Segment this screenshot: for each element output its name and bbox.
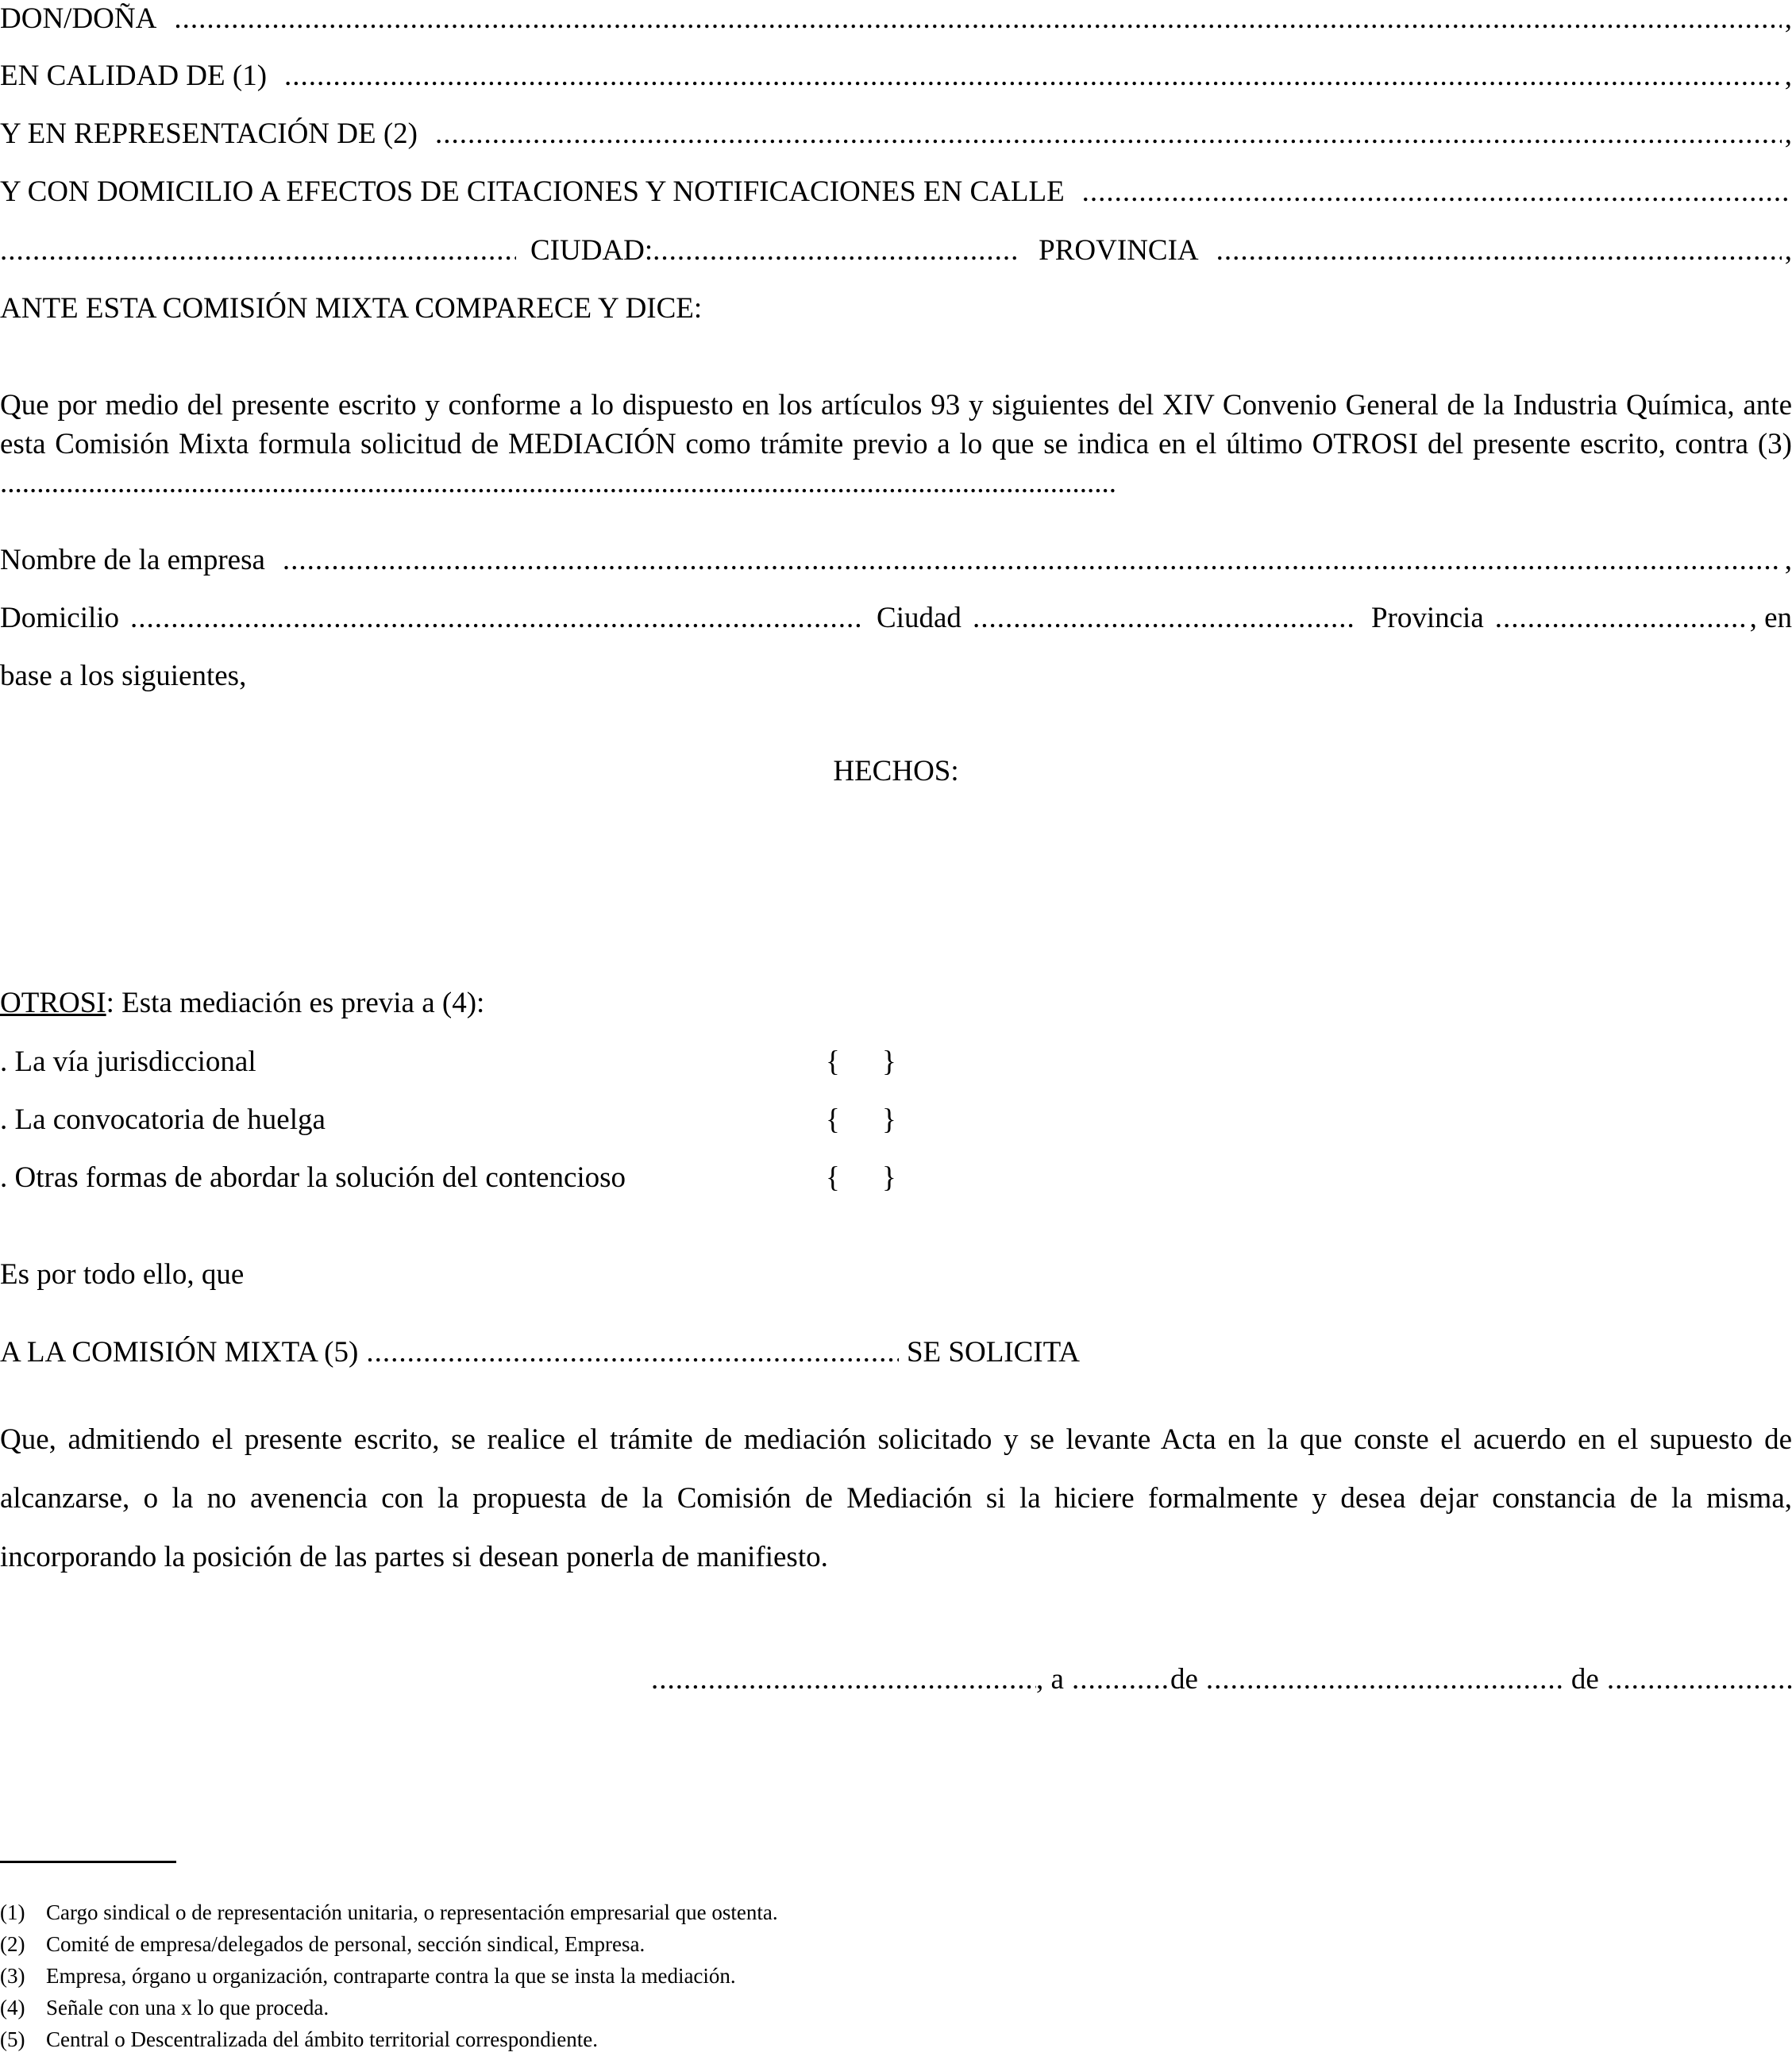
comparece-text: ANTE ESTA COMISIÓN MIXTA COMPARECE Y DICE: — [0, 292, 703, 325]
field-domicilio — [0, 173, 1792, 211]
fill-representacion[interactable] — [435, 115, 1782, 153]
field-representacion: Y EN REPRESENTACIÓN DE (2) ..... , — [0, 115, 1792, 153]
fill-dia[interactable] — [1072, 1662, 1170, 1696]
date-line — [651, 1662, 1792, 1696]
otrosi-text: : Esta mediación es previa a (4): — [106, 987, 485, 1019]
checkbox-jurisdiccional[interactable]: { } — [826, 1045, 914, 1078]
field-ciudad-empresa-label: Ciudad — [877, 602, 962, 634]
request-paragraph: Que, admitiendo el presente escrito, se realice el trámite de mediación solicitado y se levante Acta en la que conste el acuerdo en el supuesto de alcanzarse, o la no avenencia con la propuesta de la Comisión de Mediación si la hiciere formalmente y desea dejar constancia de la misma, incorporando la posición de las partes si desean ponerla de manifiesto. — [0, 1423, 1792, 1573]
checkbox-otras-formas[interactable]: { } — [826, 1161, 914, 1194]
footnote-4: (4) Señale con una x lo que proceda. — [0, 1996, 329, 2019]
fill-lugar[interactable] — [651, 1662, 1036, 1696]
field-provincia-empresa-label: Provincia — [1370, 602, 1484, 634]
fill-contra[interactable]: ........................................................................................................................................................ — [0, 467, 1116, 499]
field-ciudad-provincia: ..... CIUDAD: ..... PROVINCIA ..... , — [0, 232, 1792, 270]
hechos-heading: HECHOS: — [833, 755, 959, 787]
field-nombre-label: Nombre de la empresa — [0, 544, 265, 576]
comision-label: A LA COMISIÓN MIXTA (5) — [0, 1336, 359, 1369]
otrosi-line — [0, 986, 484, 1020]
fill-calle-cont[interactable] — [0, 232, 516, 270]
fill-ciudad[interactable] — [653, 232, 1018, 270]
fill-provincia[interactable] — [1216, 232, 1782, 270]
checkbox-huelga[interactable]: { } — [826, 1103, 914, 1136]
date-a: , a — [1036, 1663, 1064, 1696]
date-de-1: de — [1170, 1663, 1198, 1696]
field-provincia-label: PROVINCIA — [1039, 234, 1199, 267]
field-representacion-label: Y EN REPRESENTACIÓN DE (2) — [0, 117, 418, 150]
field-domicilio-empresa-label: Domicilio — [0, 602, 120, 634]
fill-ciudad-empresa[interactable] — [973, 599, 1357, 637]
field-don: DON/DOÑA ..... , — [0, 0, 1792, 38]
base-line — [0, 657, 1792, 695]
fill-don[interactable] — [174, 0, 1781, 38]
intro-text: Que por medio del presente escrito y conforme a lo dispuesto en los artículos 93 y siguientes del XIV Convenio General de la Industria Química, ante esta Comisión Mixta formula solicitud de MEDIACIÓN como trámite previo a lo que se indica en el último OTROSI del presente escrito, contra (3) — [0, 389, 1792, 460]
intro-paragraph — [0, 386, 1792, 502]
por-todo-text: Es por todo ello, que — [0, 1258, 245, 1291]
comparece-line — [0, 290, 1792, 328]
fill-mes[interactable] — [1206, 1662, 1563, 1696]
date-de-2: de — [1570, 1663, 1599, 1696]
footnote-3: (3) Empresa, órgano u organización, contraparte contra la que se insta la mediación. — [0, 1964, 736, 1988]
fill-comision[interactable] — [366, 1334, 899, 1372]
fill-anio[interactable] — [1607, 1662, 1792, 1696]
fill-nombre-empresa[interactable] — [283, 541, 1782, 579]
base-text: base a los siguientes, — [0, 660, 247, 692]
fill-domicilio-empresa[interactable] — [130, 599, 862, 637]
footnote-5: (5) Central o Descentralizada del ámbito territorial correspondiente. — [0, 2027, 598, 2051]
fill-calidad[interactable] — [284, 57, 1782, 95]
field-calidad-label: EN CALIDAD DE (1) — [0, 60, 268, 92]
footnote-1: (1) Cargo sindical o de representación unitaria, o representación empresarial que ostenta. — [0, 1900, 778, 1924]
fill-provincia-empresa[interactable] — [1495, 599, 1747, 637]
fill-calle[interactable] — [1082, 173, 1789, 211]
option-otras-formas: . Otras formas de abordar la solución del contencioso — [0, 1161, 626, 1194]
option-jurisdiccional: . La vía jurisdiccional — [0, 1045, 256, 1078]
field-don-label: DON/DOÑA — [0, 2, 157, 35]
field-nombre-empresa: Nombre de la empresa ..... , — [0, 541, 1792, 579]
comision-line — [0, 1334, 1080, 1372]
footnote-rule — [0, 1861, 176, 1863]
field-calidad: EN CALIDAD DE (1) ..... , — [0, 57, 1792, 95]
option-huelga: . La convocatoria de huelga — [0, 1103, 326, 1136]
se-solicita: SE SOLICITA — [906, 1336, 1080, 1369]
otrosi-label: OTROSI — [0, 987, 106, 1019]
footnote-2: (2) Comité de empresa/delegados de personal, sección sindical, Empresa. — [0, 1932, 646, 1956]
en-text: , en — [1749, 602, 1792, 634]
field-ciudad-label: CIUDAD: — [530, 234, 653, 267]
field-domicilio-label: Y CON DOMICILIO A EFECTOS DE CITACIONES Y NOTIFICACIONES EN CALLE — [0, 175, 1065, 208]
field-domicilio-empresa — [0, 599, 1792, 637]
